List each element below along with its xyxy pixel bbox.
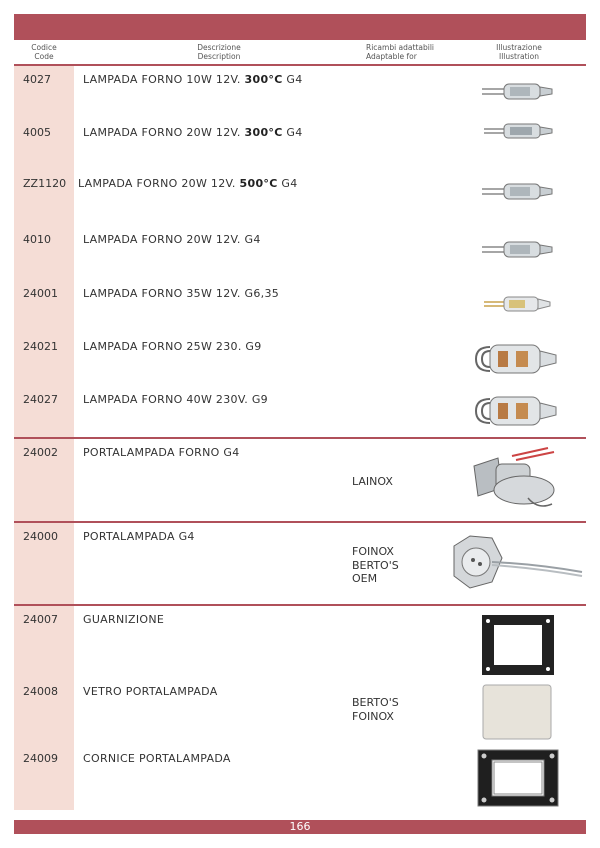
adaptable-for (352, 696, 399, 723)
product-code: 24008 (23, 685, 58, 698)
product-description: VETRO PORTALAMPADA (83, 685, 218, 698)
header-ill-it: Illustrazione (496, 43, 542, 52)
header-ill-en: Illustration (498, 52, 540, 61)
page-number: 166 (289, 820, 311, 833)
halogen-bulb-g4-image (480, 78, 560, 104)
product-code: 24000 (23, 530, 58, 543)
product-code: 4027 (23, 73, 51, 86)
product-description: GUARNIZIONE (83, 613, 165, 626)
desc-bold: 500°C (239, 177, 278, 190)
gasket-image (480, 613, 556, 677)
product-code: 24027 (23, 393, 58, 406)
product-description: PORTALAMPADA G4 (83, 530, 195, 543)
halogen-bulb-g9-image (472, 337, 562, 383)
header-fits (366, 43, 456, 61)
halogen-bulb-g9-image (472, 389, 562, 435)
halogen-bulb-g635-image (482, 292, 558, 316)
brand-name: BERTO'S (352, 696, 399, 709)
desc-text: LAMPADA FORNO 20W 12V. (78, 177, 240, 190)
brand-name: FOINOX (352, 545, 394, 558)
header-code (14, 43, 74, 61)
brand-name: BERTO'S (352, 558, 399, 572)
desc-tail: G4 (277, 177, 298, 190)
desc-tail: G4 (282, 126, 303, 139)
brand-name: FOINOX (352, 709, 394, 723)
header-desc-it: Descrizione (197, 43, 241, 52)
header-fits-en: Adaptable for (366, 52, 417, 61)
adaptable-for (352, 545, 399, 586)
lamp-holder-g4-image (468, 444, 564, 516)
header-description (74, 43, 364, 61)
product-description: LAMPADA FORNO 40W 230V. G9 (83, 393, 268, 406)
lamp-glass-image (482, 684, 552, 740)
product-description: LAMPADA FORNO 35W 12V. G6,35 (83, 287, 280, 300)
product-code: 24021 (23, 340, 58, 353)
desc-tail: G4 (282, 73, 303, 86)
header-code-it: Codice (31, 43, 57, 52)
product-description (83, 73, 303, 86)
lamp-frame-image (474, 746, 562, 810)
product-code: 24002 (23, 446, 58, 459)
desc-bold: 300°C (244, 126, 283, 139)
product-code: 4010 (23, 233, 51, 246)
header-desc-en: Description (197, 52, 241, 61)
halogen-bulb-g4-image (482, 121, 558, 141)
desc-bold: 300°C (244, 73, 283, 86)
halogen-bulb-g4-image (480, 236, 560, 262)
section-divider (14, 437, 586, 439)
product-description (83, 126, 303, 139)
desc-text: LAMPADA FORNO 20W 12V. (83, 126, 245, 139)
product-code: 4005 (23, 126, 51, 139)
product-description: LAMPADA FORNO 20W 12V. G4 (83, 233, 261, 246)
top-bar (14, 14, 586, 40)
header-illustration (454, 43, 584, 61)
section-divider (14, 604, 586, 606)
desc-text: LAMPADA FORNO 10W 12V. (83, 73, 245, 86)
product-description: PORTALAMPADA FORNO G4 (83, 446, 240, 459)
brand-name: OEM (352, 572, 378, 585)
product-code: 24009 (23, 752, 58, 765)
lamp-holder-g4-cable-image (446, 530, 586, 596)
product-description: CORNICE PORTALAMPADA (83, 752, 231, 765)
brand-name: LAINOX (352, 475, 393, 488)
product-code: 24001 (23, 287, 58, 300)
header-code-en: Code (34, 52, 54, 61)
table-header (14, 40, 586, 66)
product-description: LAMPADA FORNO 25W 230. G9 (83, 340, 262, 353)
product-code: ZZ1120 (23, 177, 67, 190)
header-fits-it: Ricambi adattabili (366, 43, 434, 52)
product-description (78, 177, 298, 190)
halogen-bulb-g4-image (480, 178, 560, 204)
section-divider (14, 521, 586, 523)
product-code: 24007 (23, 613, 58, 626)
adaptable-for (352, 475, 393, 489)
